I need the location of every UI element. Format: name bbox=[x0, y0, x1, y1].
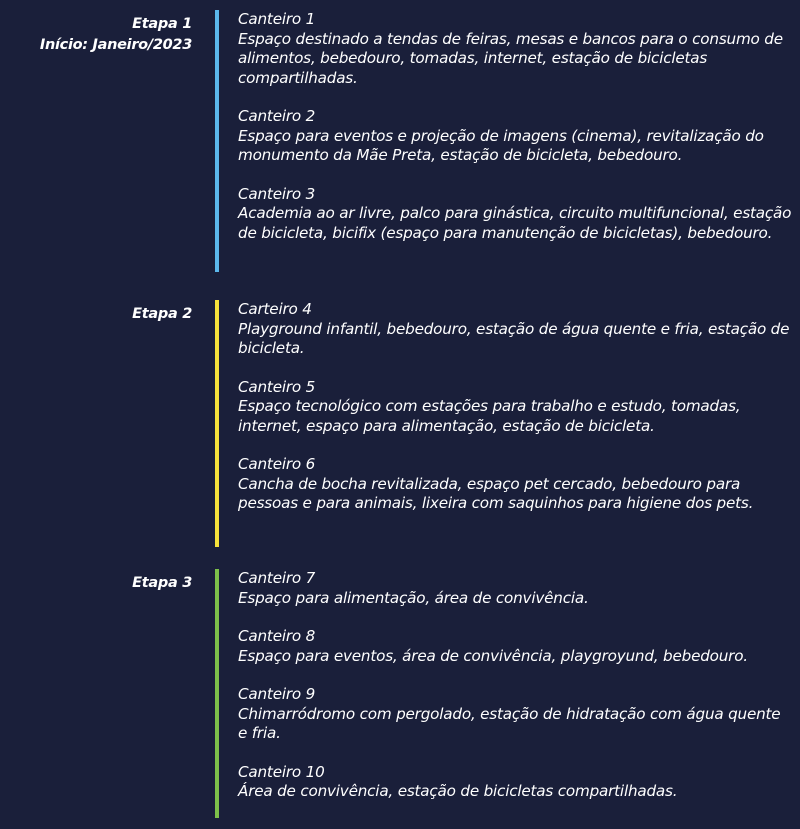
item-description: Chimarródromo com pergolado, estação de hidratação com água quente e fria. bbox=[238, 704, 781, 742]
stage-3-label bbox=[132, 573, 192, 594]
stage-1-bar bbox=[215, 10, 219, 272]
item-description: Academia ao ar livre, palco para ginástica, circuito multifuncional, estação de bicicleta, bicifix (espaço para manutenção de bicicletas), bebedouro. bbox=[238, 204, 792, 242]
item-title: Carteiro 4 bbox=[238, 300, 312, 318]
item-description: Espaço para eventos e projeção de imagens (cinema), revitalização do monumento da Mãe Preta, estação de bicicleta, bebedouro. bbox=[238, 126, 764, 164]
item-description: Espaço para alimentação, área de convivência. bbox=[238, 588, 589, 607]
stage-2-title: Etapa 2 bbox=[132, 306, 192, 322]
list-item bbox=[238, 763, 794, 802]
item-description: Cancha de bocha revitalizada, espaço pet cercado, bebedouro para pessoas e para animais, lixeira com saquinhos para higiene dos pets. bbox=[238, 474, 754, 512]
item-title: Canteiro 7 bbox=[238, 569, 316, 587]
item-title: Canteiro 1 bbox=[238, 10, 316, 28]
list-item bbox=[238, 627, 794, 666]
list-item bbox=[238, 10, 794, 88]
item-title: Canteiro 10 bbox=[238, 762, 325, 781]
item-title: Canteiro 3 bbox=[238, 184, 316, 203]
list-item bbox=[238, 107, 794, 166]
item-description: Espaço tecnológico com estações para trabalho e estudo, tomadas, internet, espaço para alimentação, estação de bicicleta. bbox=[238, 397, 741, 435]
item-title: Canteiro 5 bbox=[238, 377, 316, 396]
stage-3-title: Etapa 3 bbox=[132, 575, 192, 591]
stage-1-items bbox=[238, 10, 794, 243]
list-item bbox=[238, 185, 794, 244]
item-description: Playground infantil, bebedouro, estação de água quente e fria, estação de bicicleta. bbox=[238, 319, 790, 357]
stage-1-title: Etapa 1 bbox=[132, 16, 192, 32]
item-title: Canteiro 6 bbox=[238, 455, 316, 473]
stage-2-label bbox=[132, 304, 192, 325]
list-item bbox=[238, 685, 794, 744]
item-title: Canteiro 2 bbox=[238, 107, 316, 125]
list-item bbox=[238, 378, 794, 437]
stage-2-items bbox=[238, 300, 794, 514]
stage-1-label bbox=[40, 14, 192, 56]
list-item bbox=[238, 569, 794, 608]
item-title: Canteiro 9 bbox=[238, 685, 316, 703]
stage-2-bar bbox=[215, 300, 219, 547]
item-description: Área de convivência, estação de bicicletas compartilhadas. bbox=[238, 782, 678, 800]
list-item bbox=[238, 300, 794, 359]
item-description: Espaço destinado a tendas de feiras, mesas e bancos para o consumo de alimentos, bebedouro, tomadas, internet, estação de bicicletas compartilhadas. bbox=[238, 29, 783, 87]
list-item bbox=[238, 455, 794, 514]
item-title: Canteiro 8 bbox=[238, 627, 316, 645]
stage-3-bar bbox=[215, 569, 219, 818]
item-description: Espaço para eventos, área de convivência, playgroyund, bebedouro. bbox=[238, 646, 748, 665]
stage-3-items bbox=[238, 569, 794, 802]
stage-1-start-date: Início: Janeiro/2023 bbox=[39, 37, 192, 53]
